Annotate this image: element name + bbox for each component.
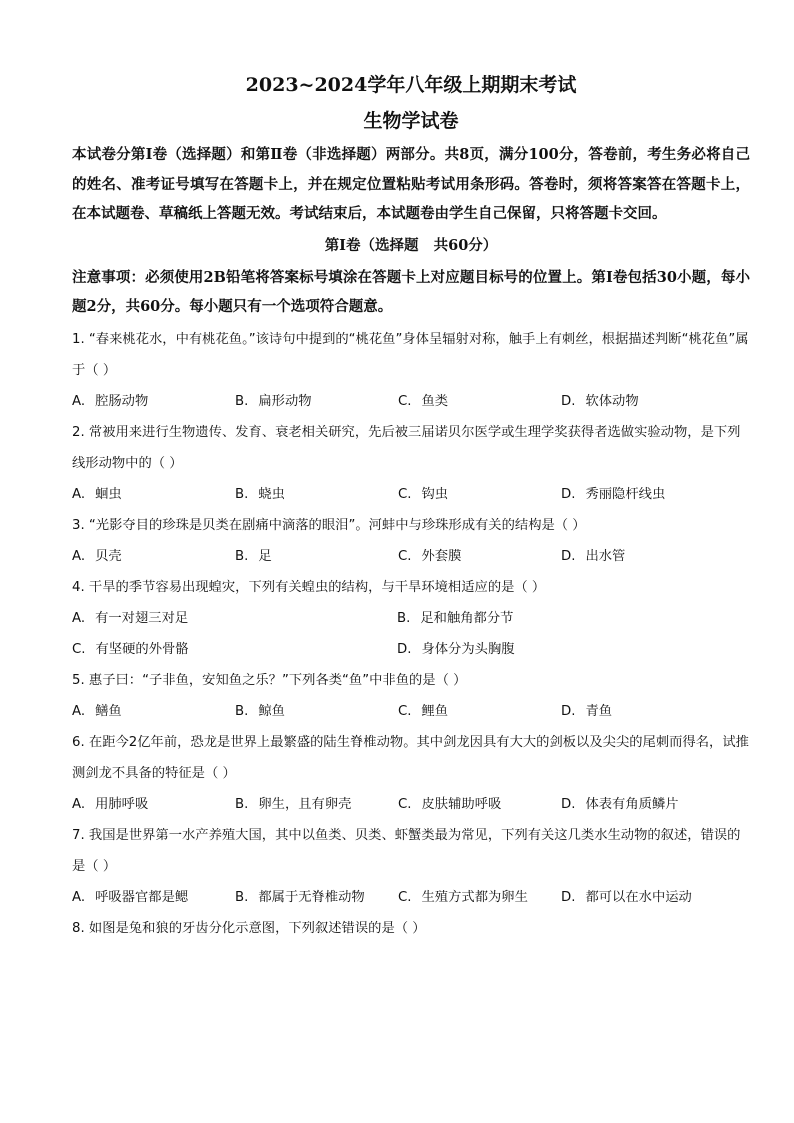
- option-row: [72, 634, 750, 665]
- option-letter: A.: [72, 486, 86, 502]
- question-stem: 6. 在距今2亿年前，恐龙是世界上最繁盛的陆生脊椎动物。其中剑龙因具有大大的剑板以及尖尖的尾刺而得名，试推测剑龙不具备的特征是（ ）: [72, 734, 749, 781]
- option-text: 生殖方式都为卵生: [421, 889, 528, 905]
- option-d[interactable]: [561, 789, 724, 820]
- option-b[interactable]: [235, 479, 398, 510]
- option-letter: D.: [561, 796, 576, 812]
- option-text: 出水管: [585, 548, 626, 564]
- option-text: 贝壳: [95, 548, 122, 564]
- question-3: [72, 510, 750, 572]
- option-text: 蛲虫: [258, 486, 285, 502]
- option-letter: A.: [72, 548, 86, 564]
- question-4: [72, 572, 750, 665]
- option-letter: D.: [561, 393, 576, 409]
- option-a[interactable]: [72, 386, 235, 417]
- question-stem: 1. “春来桃花水，中有桃花鱼。”该诗句中提到的“桃花鱼”身体呈辐射对称，触手上有刺丝，根据描述判断“桃花鱼”属于（ ）: [72, 331, 749, 378]
- question-7: [72, 820, 750, 913]
- option-letter: B.: [235, 486, 249, 502]
- option-letter: B.: [235, 393, 249, 409]
- option-letter: A.: [72, 889, 86, 905]
- option-letter: A.: [72, 393, 86, 409]
- option-a[interactable]: [72, 789, 235, 820]
- option-d[interactable]: [561, 541, 724, 572]
- option-b[interactable]: [397, 603, 722, 634]
- section-heading: 第Ⅰ卷（选择题 共60分）: [324, 236, 498, 254]
- question-stem: 2. 常被用来进行生物遗传、发育、衰老相关研究，先后被三届诺贝尔医学或生理学奖获得者选做实验动物，是下列线形动物中的（ ）: [72, 424, 741, 471]
- question-2: [72, 417, 750, 510]
- option-letter: A.: [72, 796, 86, 812]
- question-6: [72, 727, 750, 820]
- option-letter: D.: [561, 703, 576, 719]
- option-text: 呼吸器官都是鳃: [95, 889, 189, 905]
- question-stem: 8. 如图是兔和狼的牙齿分化示意图，下列叙述错误的是（ ）: [72, 920, 426, 936]
- option-letter: C.: [398, 796, 412, 812]
- option-letter: D.: [561, 889, 576, 905]
- option-a[interactable]: [72, 541, 235, 572]
- option-text: 皮肤辅助呼吸: [421, 796, 502, 812]
- option-row: [72, 603, 750, 634]
- option-text: 身体分为头胸腹: [421, 641, 515, 657]
- option-text: 都可以在水中运动: [585, 889, 692, 905]
- option-c[interactable]: [398, 541, 561, 572]
- option-b[interactable]: [235, 882, 398, 913]
- option-text: 外套膜: [421, 548, 462, 564]
- option-letter: B.: [235, 889, 249, 905]
- option-row: [72, 789, 750, 820]
- option-d[interactable]: [561, 386, 724, 417]
- option-text: 用肺呼吸: [95, 796, 149, 812]
- option-row: [72, 541, 750, 572]
- option-text: 扁形动物: [258, 393, 312, 409]
- option-text: 钩虫: [421, 486, 449, 502]
- question-5: [72, 665, 750, 727]
- exam-title: 2023~2024学年八年级上期期末考试: [245, 74, 577, 96]
- option-a[interactable]: [72, 696, 235, 727]
- option-c[interactable]: [398, 882, 561, 913]
- option-letter: C.: [398, 486, 412, 502]
- question-stem: 7. 我国是世界第一水产养殖大国，其中以鱼类、贝类、虾蟹类最为常见，下列有关这几类水生动物的叙述，错误的是（ ）: [72, 827, 741, 874]
- option-a[interactable]: [72, 479, 235, 510]
- question-stem: 5. 惠子曰：“子非鱼，安知鱼之乐？”下列各类“鱼”中非鱼的是（ ）: [72, 672, 467, 688]
- option-d[interactable]: [561, 479, 724, 510]
- option-c[interactable]: [72, 634, 397, 665]
- option-letter: C.: [398, 548, 412, 564]
- option-row: [72, 479, 750, 510]
- option-text: 有坚硬的外骨骼: [95, 641, 189, 657]
- option-letter: A.: [72, 610, 86, 626]
- option-a[interactable]: [72, 603, 397, 634]
- question-8: [72, 913, 750, 944]
- option-text: 青鱼: [585, 703, 613, 719]
- option-text: 卵生，且有卵壳: [258, 796, 352, 812]
- option-d[interactable]: [397, 634, 722, 665]
- question-stem: 3. “光影夺目的珍珠是贝类在剧痛中滴落的眼泪”。河蚌中与珍珠形成有关的结构是（ ）: [72, 517, 586, 533]
- option-text: 秀丽隐杆线虫: [585, 486, 666, 502]
- question-list: [72, 324, 750, 944]
- option-letter: B.: [397, 610, 411, 626]
- option-text: 鲸鱼: [258, 703, 285, 719]
- option-a[interactable]: [72, 882, 235, 913]
- question-1: [72, 324, 750, 417]
- exam-instructions: 本试卷分第Ⅰ卷（选择题）和第Ⅱ卷（非选择题）两部分。共8页，满分100分，答卷前，考生务必将自己的姓名、准考证号填写在答题卡上，并在规定位置粘贴考试用条形码。答卷时，须将答案答在答题卡上，在本试题卷、草稿纸上答题无效。考试结束后，本试题卷由学生自己保留，只将答题卡交回。: [72, 146, 750, 222]
- option-row: [72, 696, 750, 727]
- option-text: 软体动物: [585, 393, 639, 409]
- option-text: 体表有角质鳞片: [585, 796, 679, 812]
- section-notice: 注意事项：必须使用2B铅笔将答案标号填涂在答题卡上对应题目标号的位置上。第Ⅰ卷包括30小题，每小题2分，共60分。每小题只有一个选项符合题意。: [72, 268, 750, 315]
- option-b[interactable]: [235, 789, 398, 820]
- option-c[interactable]: [398, 386, 561, 417]
- option-row: [72, 386, 750, 417]
- option-text: 鲤鱼: [421, 703, 449, 719]
- option-text: 都属于无脊椎动物: [258, 889, 365, 905]
- option-d[interactable]: [561, 696, 724, 727]
- option-c[interactable]: [398, 479, 561, 510]
- option-letter: B.: [235, 796, 249, 812]
- option-letter: D.: [561, 548, 576, 564]
- option-text: 蛔虫: [95, 486, 122, 502]
- option-letter: C.: [398, 393, 412, 409]
- option-text: 有一对翅三对足: [95, 610, 189, 626]
- option-b[interactable]: [235, 541, 398, 572]
- option-c[interactable]: [398, 789, 561, 820]
- option-row: [72, 882, 750, 913]
- option-letter: C.: [72, 641, 86, 657]
- option-letter: D.: [561, 486, 576, 502]
- question-stem: 4. 干旱的季节容易出现蝗灾，下列有关蝗虫的结构，与干旱环境相适应的是（ ）: [72, 579, 546, 595]
- option-letter: B.: [235, 703, 249, 719]
- exam-subtitle: 生物学试卷: [363, 110, 459, 132]
- option-d[interactable]: [561, 882, 724, 913]
- option-letter: C.: [398, 889, 412, 905]
- option-b[interactable]: [235, 696, 398, 727]
- option-text: 鱼类: [421, 393, 449, 409]
- option-letter: A.: [72, 703, 86, 719]
- option-letter: C.: [398, 703, 412, 719]
- option-text: 足和触角都分节: [420, 610, 514, 626]
- option-letter: B.: [235, 548, 249, 564]
- option-letter: D.: [397, 641, 412, 657]
- option-b[interactable]: [235, 386, 398, 417]
- option-text: 鳝鱼: [95, 703, 122, 719]
- option-text: 腔肠动物: [95, 393, 149, 409]
- option-text: 足: [258, 548, 272, 564]
- option-c[interactable]: [398, 696, 561, 727]
